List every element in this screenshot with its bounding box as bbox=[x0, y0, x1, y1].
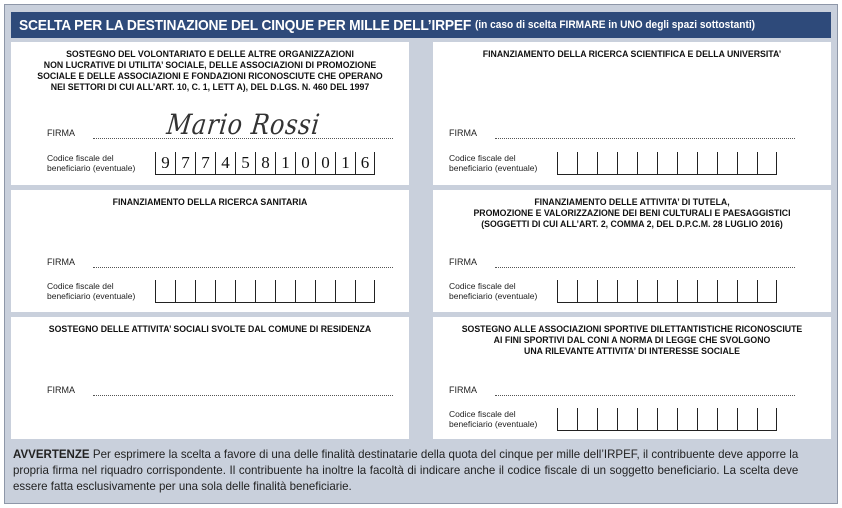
cf-digit: 4 bbox=[215, 152, 235, 174]
cf-digit: 9 bbox=[155, 152, 175, 174]
cf-label: Codice fiscale del beneficiario (eventuale) bbox=[449, 281, 538, 301]
panel-title: SOSTEGNO DELLE ATTIVITA’ SOCIALI SVOLTE DAL COMUNE DI RESIDENZA bbox=[48, 324, 372, 335]
warning-title: AVVERTENZE bbox=[13, 447, 90, 461]
warning-text bbox=[13, 446, 798, 494]
cf-input-boxes[interactable] bbox=[155, 280, 375, 303]
cf-input-boxes[interactable] bbox=[557, 280, 777, 303]
cf-digit: 8 bbox=[255, 152, 275, 174]
form-title-note: (in caso di scelta FIRMARE in UNO degli spazi sottostanti) bbox=[474, 19, 755, 31]
panel-title: SOSTEGNO DEL VOLONTARIATO E DELLE ALTRE ORGANIZZAZIONI NON LUCRATIVE DI UTILITA’ SOCIALE, DELLE ASSOCIAZIONI DI PROMOZIONE SOCIALE E DELLE ASSOCIAZIONI E FONDAZIONI RICONOSCIUTE CHE OPERANO NEI SETTORI DI CUI ALL’ART. 10, C. 1, LETT A), DEL D.LGS. N. 460 DEL 1997 bbox=[37, 49, 383, 93]
firma-signature-field[interactable] bbox=[495, 395, 795, 396]
firma-signature-field[interactable] bbox=[93, 395, 393, 396]
panel-title: SOSTEGNO ALLE ASSOCIAZIONI SPORTIVE DILETTANTISTICHE RICONOSCIUTE AI FINI SPORTIVI DAL CONI A NORMA DI LEGGE CHE SVOLGONO UNA RILEVANTE ATTIVITA’ DI INTERESSE SOCIALE bbox=[461, 324, 803, 357]
form-title: SCELTA PER LA DESTINAZIONE DEL CINQUE PER MILLE DELL’IRPEF bbox=[19, 16, 472, 34]
panel-title: FINANZIAMENTO DELLA RICERCA SANITARIA bbox=[112, 197, 308, 208]
cf-input-boxes[interactable] bbox=[557, 408, 777, 431]
panel-title: FINANZIAMENTO DELLA RICERCA SCIENTIFICA E DELLA UNIVERSITA’ bbox=[482, 49, 782, 60]
panel-attivita-sociali-comune bbox=[11, 317, 409, 439]
cf-digit: 1 bbox=[275, 152, 295, 174]
firma-label: FIRMA bbox=[449, 385, 477, 395]
handwritten-signature: Mario Rossi bbox=[165, 108, 323, 141]
cf-digit: 0 bbox=[315, 152, 335, 174]
firma-signature-field[interactable] bbox=[93, 267, 393, 268]
cf-input-boxes[interactable] bbox=[557, 152, 777, 175]
firma-signature-field[interactable] bbox=[495, 267, 795, 268]
panel-volontariato bbox=[11, 42, 409, 185]
cf-input-boxes[interactable] bbox=[155, 152, 375, 175]
cf-digit: 7 bbox=[175, 152, 195, 174]
firma-label: FIRMA bbox=[449, 128, 477, 138]
cf-digit: 1 bbox=[335, 152, 355, 174]
cf-label: Codice fiscale del beneficiario (eventuale) bbox=[47, 153, 136, 173]
cf-digit: 7 bbox=[195, 152, 215, 174]
form-title-bar bbox=[11, 12, 831, 38]
firma-label: FIRMA bbox=[449, 257, 477, 267]
cinque-per-mille-form bbox=[4, 4, 838, 504]
warning-body: Per esprimere la scelta a favore di una delle finalità destinatarie della quota del cinque per mille dell’IRPEF, il contribuente deve apporre la propria firma nel riquadro corrispondente. Il contribuente ha inoltre la facoltà di indicare anche il codice fiscale di un soggetto beneficiario. La scelta deve essere fatta esclusivamente per una sola delle finalità beneficiarie. bbox=[13, 447, 799, 493]
cf-digit: 6 bbox=[355, 152, 375, 174]
cf-label: Codice fiscale del beneficiario (eventuale) bbox=[47, 281, 136, 301]
panel-beni-culturali bbox=[433, 190, 831, 312]
cf-digit: 0 bbox=[295, 152, 315, 174]
cf-label: Codice fiscale del beneficiario (eventuale) bbox=[449, 153, 538, 173]
panel-associazioni-sportive bbox=[433, 317, 831, 439]
firma-label: FIRMA bbox=[47, 128, 75, 138]
panel-title: FINANZIAMENTO DELLE ATTIVITA’ DI TUTELA, PROMOZIONE E VALORIZZAZIONE DEI BENI CULTURALI E PAESAGGISTICI (SOGGETTI DI CUI ALL’ART. 2, COMMA 2, DEL D.P.C.M. 28 LUGLIO 2016) bbox=[473, 197, 791, 230]
firma-label: FIRMA bbox=[47, 257, 75, 267]
firma-signature-field[interactable] bbox=[495, 138, 795, 139]
cf-digit: 5 bbox=[235, 152, 255, 174]
cf-label: Codice fiscale del beneficiario (eventuale) bbox=[449, 409, 538, 429]
panel-ricerca-scientifica bbox=[433, 42, 831, 185]
panel-ricerca-sanitaria bbox=[11, 190, 409, 312]
firma-label: FIRMA bbox=[47, 385, 75, 395]
